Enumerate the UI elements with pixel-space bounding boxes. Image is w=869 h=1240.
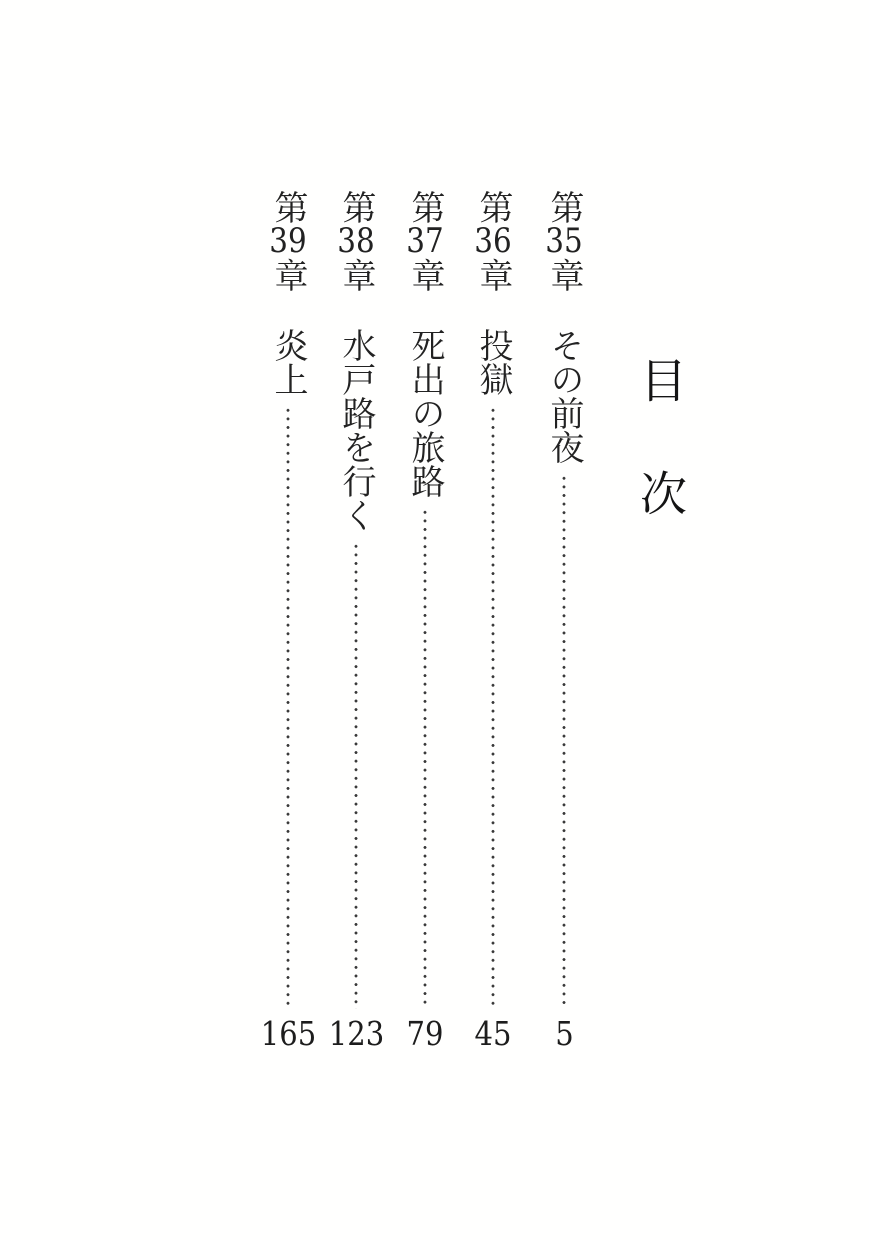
chapter-suffix: 章	[268, 258, 308, 292]
chapter-suffix: 章	[336, 258, 376, 292]
chapter-number: 38	[337, 224, 375, 258]
chapter-label	[544, 190, 584, 292]
dot-leader	[354, 542, 358, 1009]
chapter-title: 投獄	[473, 328, 513, 396]
dot-leader	[491, 406, 495, 1009]
chapter-prefix: 第	[268, 190, 308, 224]
chapter-prefix: 第	[336, 190, 376, 224]
page-number: 123	[328, 1013, 384, 1053]
contents-title: 目次	[632, 356, 687, 582]
chapter-title: 水戸路を行く	[336, 328, 376, 532]
chapter-prefix: 第	[473, 190, 513, 224]
dot-leader	[286, 406, 290, 1009]
chapter-number: 39	[269, 224, 307, 258]
chapter-number: 37	[406, 224, 444, 258]
chapter-label	[336, 190, 376, 292]
toc-entry-chapter-38	[328, 190, 384, 1053]
dot-leader	[562, 474, 566, 1009]
chapter-title: 死出の旅路	[405, 328, 445, 498]
chapter-title: 炎上	[268, 328, 308, 396]
toc-entry-chapter-39	[260, 190, 316, 1053]
page-number: 165	[260, 1013, 316, 1053]
page-number: 79	[406, 1013, 444, 1053]
toc-entry-chapter-37	[402, 190, 448, 1052]
chapter-title: その前夜	[544, 328, 584, 464]
chapter-prefix: 第	[544, 190, 584, 224]
chapter-number: 35	[545, 224, 583, 258]
chapter-label	[268, 190, 308, 292]
chapter-suffix: 章	[473, 258, 513, 292]
toc-entry-chapter-36	[470, 190, 516, 1052]
chapter-suffix: 章	[405, 258, 445, 292]
toc-entry-chapter-35	[541, 190, 587, 1052]
chapter-prefix: 第	[405, 190, 445, 224]
chapter-label	[473, 190, 513, 292]
chapter-label	[405, 190, 445, 292]
chapter-suffix: 章	[544, 258, 584, 292]
chapter-number: 36	[474, 224, 512, 258]
page-number: 45	[474, 1013, 512, 1053]
dot-leader	[423, 508, 427, 1009]
page-number: 5	[554, 1013, 574, 1053]
